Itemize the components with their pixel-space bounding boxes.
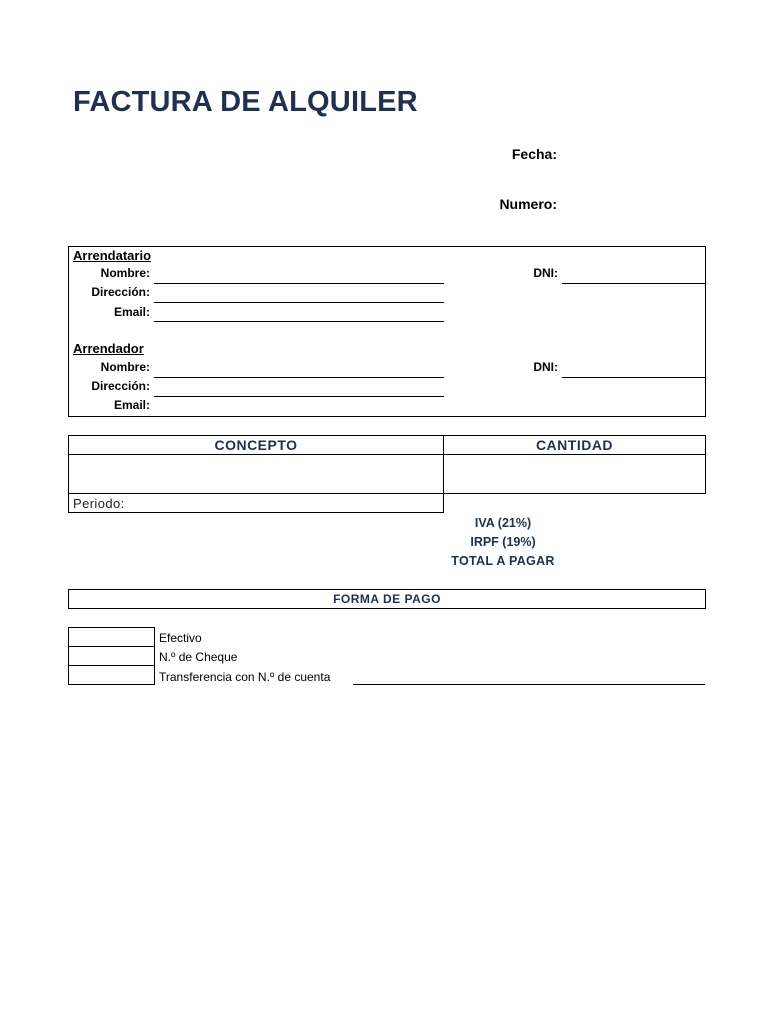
forma-de-pago-header: FORMA DE PAGO (333, 592, 441, 606)
arrendador-email-field[interactable] (154, 396, 444, 414)
efectivo-checkbox[interactable] (68, 627, 155, 647)
arrendador-direccion-label: Dirección: (91, 379, 150, 393)
cantidad-header-cell (443, 435, 706, 455)
cheque-checkbox[interactable] (68, 646, 155, 666)
arrendador-heading: Arrendador (73, 341, 144, 356)
iva-label: IVA (21%) (474, 516, 532, 530)
transferencia-checkbox[interactable] (68, 665, 155, 685)
forma-de-pago-header-cell (68, 589, 706, 609)
numero-field[interactable] (565, 195, 705, 213)
page-title: FACTURA DE ALQUILER (73, 86, 418, 118)
concepto-header-cell (68, 435, 444, 455)
concepto-cell[interactable] (68, 454, 444, 494)
parties-box (68, 246, 706, 417)
arrendador-dni-field[interactable] (562, 377, 705, 378)
numero-label: Numero: (499, 196, 557, 212)
arrendador-email-label: Email: (113, 398, 150, 412)
transferencia-label: Transferencia con N.º de cuenta (159, 670, 331, 684)
numero-cuenta-field[interactable] (353, 684, 705, 685)
arrendatario-nombre-label: Nombre: (100, 266, 150, 280)
arrendatario-email-label: Email: (113, 305, 150, 319)
total-a-pagar-label: TOTAL A PAGAR (451, 554, 555, 568)
irpf-label: IRPF (19%) (470, 535, 536, 549)
arrendatario-dni-label: DNI: (533, 266, 558, 280)
arrendador-nombre-field[interactable] (154, 377, 444, 378)
periodo-label: Periodo: (73, 496, 125, 511)
arrendatario-dni-field[interactable] (562, 283, 705, 284)
efectivo-label: Efectivo (159, 631, 202, 645)
concepto-header: CONCEPTO (214, 437, 298, 453)
periodo-cell[interactable] (68, 493, 444, 513)
arrendador-dni-label: DNI: (533, 360, 558, 374)
fecha-field[interactable] (565, 145, 705, 163)
arrendatario-direccion-field[interactable] (154, 302, 444, 303)
cheque-label: N.º de Cheque (159, 650, 238, 664)
cantidad-header: CANTIDAD (535, 437, 614, 453)
arrendatario-nombre-field[interactable] (154, 283, 444, 284)
arrendatario-heading: Arrendatario (73, 248, 152, 263)
arrendatario-direccion-label: Dirección: (91, 285, 150, 299)
arrendador-nombre-label: Nombre: (100, 360, 150, 374)
arrendatario-email-field[interactable] (154, 321, 444, 322)
fecha-label: Fecha: (511, 146, 557, 162)
cantidad-cell[interactable] (443, 454, 706, 494)
